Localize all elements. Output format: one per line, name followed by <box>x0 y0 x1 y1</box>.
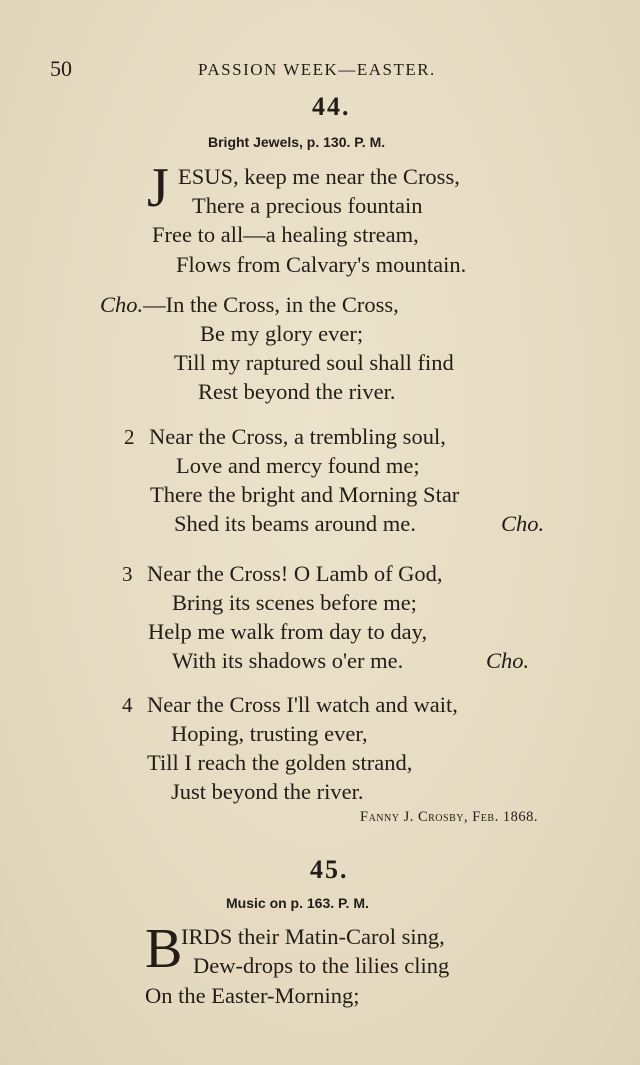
verse-line: ESUS, keep me near the Cross, <box>178 164 460 189</box>
verse-line: There a precious fountain <box>192 193 423 218</box>
drop-cap: B <box>145 918 183 980</box>
verse-line: Rest beyond the river. <box>198 379 396 404</box>
verse-line: Near the Cross I'll watch and wait, <box>147 692 458 717</box>
verse-line: Help me walk from day to day, <box>148 619 428 644</box>
verse-line: Just beyond the river. <box>171 779 364 804</box>
running-title: PASSION WEEK—EASTER. <box>198 60 436 79</box>
verse-line: Hoping, trusting ever, <box>171 721 368 746</box>
verse-line: Near the Cross, a trembling soul, <box>149 424 446 449</box>
tune-reference: Music on p. 163. P. M. <box>226 895 369 911</box>
verse-line: Bring its scenes before me; <box>172 590 417 615</box>
hymn-number: 44. <box>312 92 351 121</box>
verse-line: Flows from Calvary's mountain. <box>176 252 467 277</box>
chorus-label: Cho. <box>100 292 144 317</box>
hymn-number: 45. <box>310 855 349 884</box>
tune-reference: Bright Jewels, p. 130. P. M. <box>208 134 386 150</box>
drop-cap: J <box>147 157 169 219</box>
verse-number: 2 <box>124 425 135 449</box>
verse-line: Be my glory ever; <box>200 321 364 346</box>
verse-line: Till I reach the golden strand, <box>147 750 413 775</box>
verse-line: On the Easter-Morning; <box>145 983 360 1008</box>
verse-line: Till my raptured soul shall find <box>174 350 454 375</box>
chorus-reference: Cho. <box>501 511 545 536</box>
verse-line: Dew-drops to the lilies cling <box>193 953 450 978</box>
verse-number: 3 <box>122 562 133 586</box>
verse-line: Free to all—a healing stream, <box>152 222 419 247</box>
author-attribution: Fanny J. Crosby, Feb. 1868. <box>360 809 538 825</box>
verse-line: —In the Cross, in the Cross, <box>143 292 399 317</box>
verse-line: With its shadows o'er me. <box>172 648 404 673</box>
verse-line: Near the Cross! O Lamb of God, <box>147 561 443 586</box>
verse-line: Shed its beams around me. <box>174 511 416 536</box>
chorus-first-line <box>100 292 399 318</box>
verse-line: There the bright and Morning Star <box>150 482 460 507</box>
page-number: 50 <box>50 56 72 81</box>
verse-number: 4 <box>122 693 133 717</box>
verse-line: IRDS their Matin-Carol sing, <box>181 924 445 949</box>
chorus-reference: Cho. <box>486 648 530 673</box>
verse-line: Love and mercy found me; <box>176 453 420 478</box>
